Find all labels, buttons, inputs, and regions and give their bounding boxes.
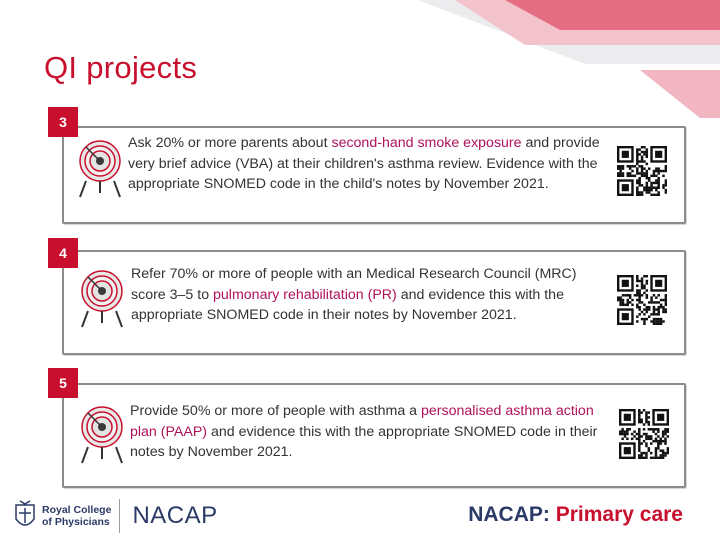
crest-icon bbox=[14, 499, 36, 533]
qr-code-icon[interactable] bbox=[617, 146, 667, 196]
qr-code-icon[interactable] bbox=[617, 275, 667, 325]
project-description: Provide 50% or more of people with asthma a personalised asthma action plan (PAAP) and evidence this with the appropriate SNOMED code in their notes by November 2021. bbox=[130, 403, 598, 460]
nacap-primary-care-logo bbox=[468, 503, 683, 527]
project-number-badge: 3 bbox=[48, 107, 78, 137]
nacap-wordmark: NACAP bbox=[132, 502, 218, 529]
project-number-badge: 5 bbox=[48, 368, 78, 398]
project-highlight: pulmonary rehabilitation (PR) bbox=[213, 286, 397, 303]
project-highlight: personalised asthma action plan (PAAP) bbox=[130, 403, 594, 440]
brand-suffix: Primary care bbox=[549, 503, 683, 526]
rcp-wordmark bbox=[42, 504, 111, 528]
target-icon bbox=[78, 263, 126, 329]
target-icon bbox=[76, 133, 124, 199]
project-description: Refer 70% or more of people with an Medical Research Council (MRC) score 3–5 to pulmonary rehabilitation (PR) and evidence this with the appropriate SNOMED code in their notes by November 2021. bbox=[131, 266, 577, 323]
project-description: Ask 20% or more parents about second-hand smoke exposure and provide very brief advice (VBA) at their children's asthma review. Evidence with the appropriate SNOMED code in the child's notes by November 2021. bbox=[128, 135, 600, 192]
rcp-line-1: Royal College bbox=[42, 504, 112, 516]
rcp-logo bbox=[14, 497, 218, 535]
brand-name: NACAP bbox=[468, 503, 543, 526]
project-highlight: second-hand smoke exposure bbox=[331, 135, 522, 151]
brand-separator: : bbox=[542, 503, 550, 526]
project-number-badge: 4 bbox=[48, 238, 78, 268]
footer-divider bbox=[119, 499, 120, 533]
rcp-line-2: of Physicians bbox=[42, 516, 110, 528]
page-title: QI projects bbox=[44, 50, 198, 85]
target-icon bbox=[78, 399, 126, 465]
qr-code-icon[interactable] bbox=[619, 409, 669, 459]
